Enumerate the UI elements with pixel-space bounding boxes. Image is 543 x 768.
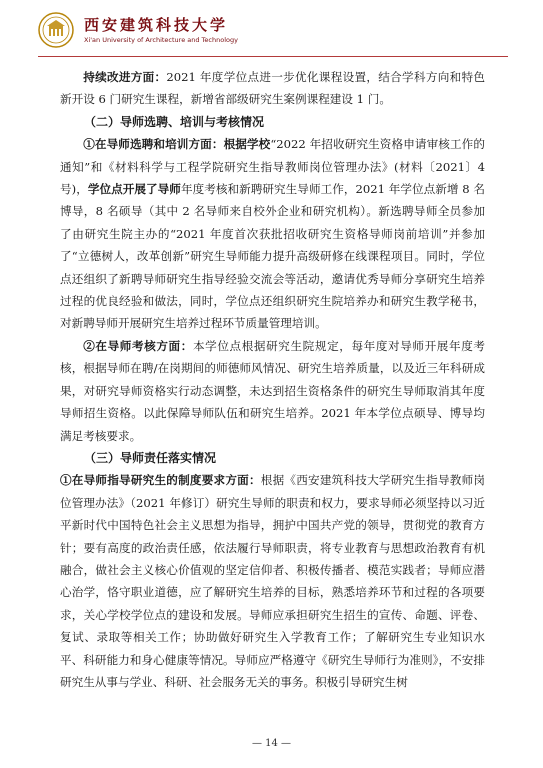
paragraph-responsibilities: ①在导师指导研究生的制度要求方面：根据《西安建筑科技大学研究生指导教师岗位管理办法》（2021 年修订）研究生导师的职责和权力，要求导师必须坚持以习近平新时代中国特色社会主义思想为指导，拥护中国共产党的领导，贯彻党的教育方针；要有高度的政治责任感，依法履行导师职责，将专业教育与思想政治教育有机融合，做社会主义核心价值观的坚定信仰者、积极传播者、模范实践者；导师应潜心治学，恪守职业道德，应了解研究生培养的目标，熟悉培养环节和过程的各项要求，关心学校学位点的建设和发展。导师应承担研究生招生的宣传、命题、评卷、复试、录取等相关工作；协助做好研究生入学教育工作；了解研究生专业知识水平、科研能力和身心健康等情况。导师应严格遵守《研究生导师行为准则》，不安排研究生从事与学业、科研、社会服务无关的事务。积极引导研究生树: [60, 473, 485, 689]
paragraph-lead: ①在导师选聘和培训方面：根据学校: [83, 137, 271, 152]
section-heading-2: （二）导师选聘、培训与考核情况: [84, 114, 265, 129]
section-heading-3: （三）导师责任落实情况: [84, 450, 217, 465]
paragraph-lead: 持续改进方面：: [83, 70, 167, 84]
paragraph-lead: ②在导师考核方面：: [83, 338, 193, 353]
paragraph-assessment: ②在导师考核方面：本学位点根据研究生院规定，每年度对导师开展年度考核，根据导师在聘/在岗期间的师德师风情况、研究生培养质量，以及近三年科研成果，对研究导师资格实行动态调整，未达到招生资格条件的研究生导师取消其年度导师招生资格。以此保障导师队伍和研究生培养。2021 年本学位点硕导、博导均满足考核要求。: [60, 338, 485, 443]
university-name-en: Xi'an University of Architecture and Technology: [84, 36, 238, 44]
page-number: — 14 —: [251, 738, 292, 749]
university-name-cn: 西安建筑科技大学: [84, 16, 229, 34]
paragraph-continuous-improvement: 持续改进方面：2021 年度学位点进一步优化课程设置，结合学科方向和特色新开设 6 门研究生课程，新增省部级研究生案例课程建设 1 门。: [60, 70, 485, 107]
header-divider: [38, 56, 508, 57]
page-header: [38, 12, 508, 54]
university-logo-icon: [38, 12, 74, 48]
paragraph-lead: ①在导师指导研究生的制度要求方面：: [60, 473, 261, 488]
paragraph-selection-training: ①在导师选聘和培训方面：根据学校“2022 年招收研究生资格申请审核工作的通知”和《材料科学与工程学院研究生指导教师岗位管理办法》(材料〔2021〕4 号)，学位点开展了导师年度考核和新聘研究生导师工作，2021 年学位点新增 8 名博导，8 名硕导（其中 2 名导师来自校外企业和研究机构）。新选聘导师全员参加了由研究生院主办的“2021 年度首次获批招收研究生资格导师岗前培训”并参加了“立德树人，改革创新”研究生导师能力提升高级研修在线课程项目。同时，学位点还组织了新聘导师研究生指导经验交流会等活动，邀请优秀导师分享研究生培养过程的优良经验和做法，同时，学位点还组织研究生院培养办和研究生教学秘书，对新聘导师开展研究生培养过程环节质量管理培训。: [60, 137, 485, 331]
document-body: [60, 66, 485, 693]
